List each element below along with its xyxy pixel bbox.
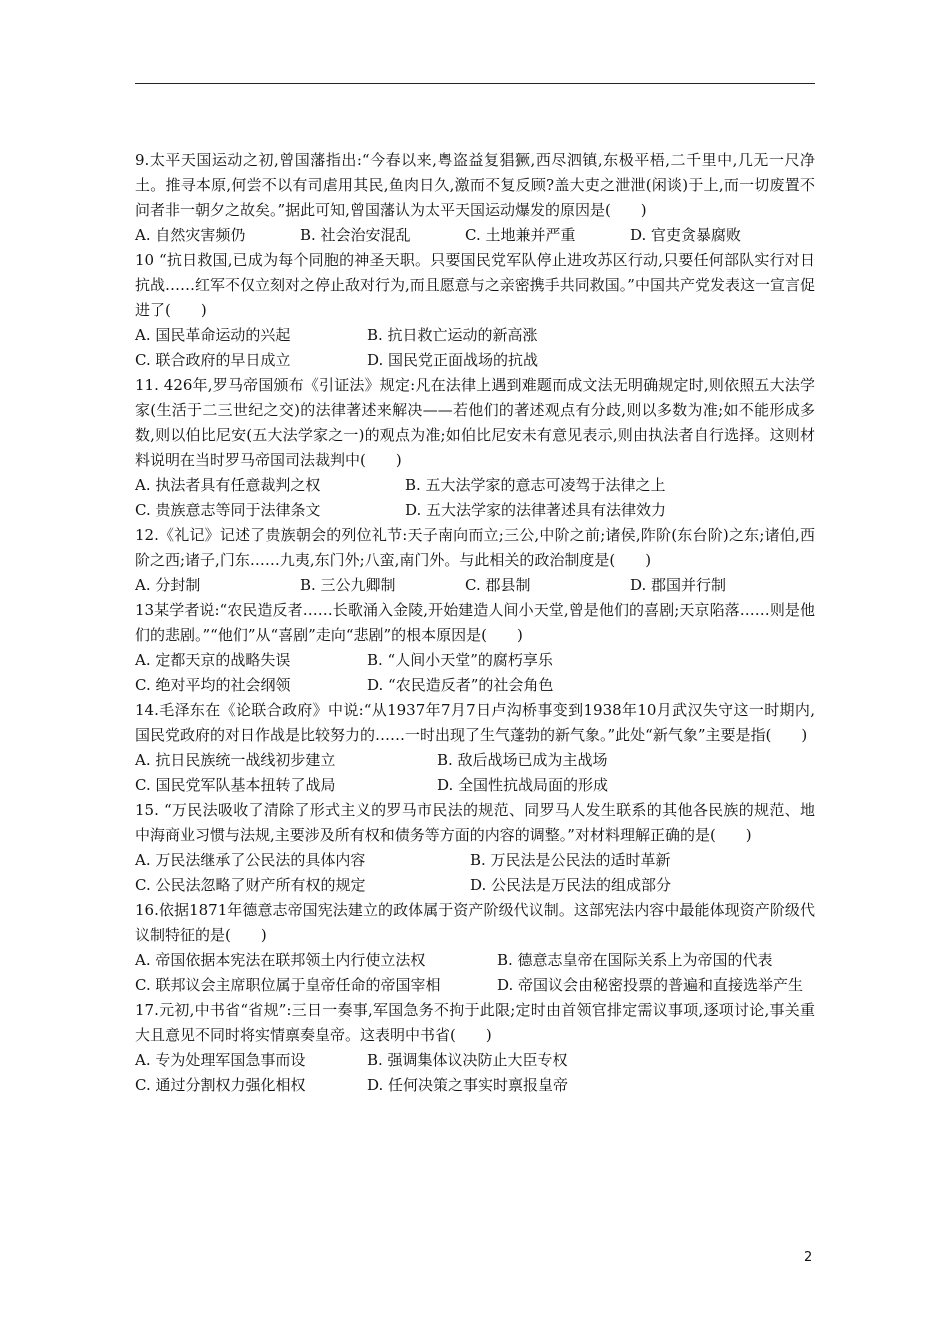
option-row (135, 573, 815, 598)
option-b[interactable]: B. 三公九卿制 (300, 576, 396, 594)
question-10 (135, 248, 815, 373)
option-d[interactable]: D. 任何决策之事实时禀报皇帝 (367, 1076, 569, 1094)
question-9 (135, 148, 815, 248)
option-d[interactable]: D. “农民造反者”的社会角色 (367, 676, 554, 694)
option-row (135, 773, 815, 798)
question-stem: 9.太平天国运动之初,曾国藩指出:“今春以来,粤盗益复猖獗,西尽泗镇,东极平梧,二千里中,几无一尺净土。推寻本原,何尝不以有司虐用其民,鱼肉日久,激而不复反顾?盖大吏之泄泄(闲谈)于上,而一切废置不问者非一朝夕之故矣。”据此可知,曾国藩认为太平天国运动爆发的原因是( ) (135, 151, 815, 219)
option-b[interactable]: B. 强调集体议决防止大臣专权 (367, 1051, 568, 1069)
option-c[interactable]: C. 公民法忽略了财产所有权的规定 (135, 876, 366, 894)
option-b[interactable]: B. 抗日救亡运动的新高涨 (367, 326, 538, 344)
option-c[interactable]: C. 通过分割权力强化相权 (135, 1076, 306, 1094)
option-row (135, 673, 815, 698)
option-d[interactable]: D. 五大法学家的法律著述具有法律效力 (405, 501, 667, 519)
question-stem: 10 “抗日救国,已成为每个同胞的神圣天职。只要国民党军队停止进攻苏区行动,只要任何部队实行对日抗战……红军不仅立刻对之停止敌对行为,而且愿意与之亲密携手共同救国。”中国共产党发表这一宣言促进了( ) (135, 251, 815, 319)
option-d[interactable]: D. 国民党正面战场的抗战 (367, 351, 539, 369)
option-row (135, 1048, 815, 1073)
option-c[interactable]: C. 联合政府的早日成立 (135, 351, 291, 369)
option-row (135, 348, 815, 373)
header-rule (135, 83, 815, 84)
option-b[interactable]: B. 社会治安混乱 (300, 226, 411, 244)
option-row (135, 848, 815, 873)
option-row (135, 1073, 815, 1098)
option-row (135, 873, 815, 898)
option-c[interactable]: C. 贵族意志等同于法律条文 (135, 501, 321, 519)
option-c[interactable]: C. 土地兼并严重 (465, 226, 576, 244)
option-row (135, 648, 815, 673)
question-13 (135, 598, 815, 698)
option-b[interactable]: B. 五大法学家的意志可凌驾于法律之上 (405, 476, 666, 494)
question-11 (135, 373, 815, 523)
option-c[interactable]: C. 郡县制 (465, 576, 531, 594)
option-c[interactable]: C. 联邦议会主席职位属于皇帝任命的帝国宰相 (135, 976, 441, 994)
option-row (135, 223, 815, 248)
option-a[interactable]: A. 自然灾害频仍 (135, 226, 246, 244)
question-16 (135, 898, 815, 998)
option-a[interactable]: A. 国民革命运动的兴起 (135, 326, 291, 344)
option-d[interactable]: D. 公民法是万民法的组成部分 (470, 876, 672, 894)
question-17 (135, 998, 815, 1098)
option-b[interactable]: B. 德意志皇帝在国际关系上为帝国的代表 (497, 951, 773, 969)
option-row (135, 973, 815, 998)
option-a[interactable]: A. 帝国依据本宪法在联邦领土内行使立法权 (135, 951, 426, 969)
option-d[interactable]: D. 全国性抗战局面的形成 (437, 776, 609, 794)
question-stem: 14.毛泽东在《论联合政府》中说:“从1937年7月7日卢沟桥事变到1938年10月武汉失守这一时期内,国民党政府的对日作战是比较努力的……一时出现了生气蓬勃的新气象。”此处“新气象”主要是指( ) (135, 701, 815, 744)
question-14 (135, 698, 815, 798)
page-number: 2 (804, 1250, 813, 1265)
option-c[interactable]: C. 国民党军队基本扭转了战局 (135, 776, 336, 794)
option-row (135, 498, 815, 523)
question-stem: 15. “万民法吸收了清除了形式主义的罗马市民法的规范、同罗马人发生联系的其他各民族的规范、地中海商业习惯与法规,主要涉及所有权和债务等方面的内容的调整。”对材料理解正确的是( ) (135, 801, 815, 844)
option-a[interactable]: A. 万民法继承了公民法的具体内容 (135, 851, 366, 869)
option-a[interactable]: A. 执法者具有任意裁判之权 (135, 476, 321, 494)
option-a[interactable]: A. 抗日民族统一战线初步建立 (135, 751, 336, 769)
option-b[interactable]: B. 敌后战场已成为主战场 (437, 751, 608, 769)
option-d[interactable]: D. 郡国并行制 (630, 576, 727, 594)
option-d[interactable]: D. 帝国议会由秘密投票的普遍和直接选举产生 (497, 976, 804, 994)
question-12 (135, 523, 815, 598)
option-b[interactable]: B. “人间小天堂”的腐朽享乐 (367, 651, 553, 669)
question-stem: 16.依据1871年德意志帝国宪法建立的政体属于资产阶级代议制。这部宪法内容中最能体现资产阶级代议制特征的是( ) (135, 901, 815, 944)
option-a[interactable]: A. 定都天京的战略失误 (135, 651, 291, 669)
question-list (135, 148, 815, 1098)
option-row (135, 323, 815, 348)
question-stem: 17.元初,中书省“省规”:三日一奏事,军国急务不拘于此限;定时由首领官排定需议事项,逐项讨论,事关重大且意见不同时将实情禀奏皇帝。这表明中书省( ) (135, 1001, 815, 1044)
option-row (135, 473, 815, 498)
option-d[interactable]: D. 官吏贪暴腐败 (630, 226, 742, 244)
option-row (135, 748, 815, 773)
question-stem: 13某学者说:“农民造反者……长歌涌入金陵,开始建造人间小天堂,曾是他们的喜剧;天京陷落……则是他们的悲剧。”“他们”从“喜剧”走向“悲剧”的根本原因是( ) (135, 601, 815, 644)
question-15 (135, 798, 815, 898)
option-row (135, 948, 815, 973)
option-a[interactable]: A. 专为处理军国急事而设 (135, 1051, 306, 1069)
option-c[interactable]: C. 绝对平均的社会纲领 (135, 676, 291, 694)
option-a[interactable]: A. 分封制 (135, 576, 201, 594)
option-b[interactable]: B. 万民法是公民法的适时革新 (470, 851, 671, 869)
question-stem: 11. 426年,罗马帝国颁布《引证法》规定:凡在法律上遇到难题而成文法无明确规定时,则依照五大法学家(生活于二三世纪之交)的法律著述来解决——若他们的著述观点有分歧,则以多数为准;如不能形成多数,则以伯比尼安(五大法学家之一)的观点为准;如伯比尼安未有意见表示,则由执法者自行选择。这则材料说明在当时罗马帝国司法裁判中( ) (135, 376, 815, 469)
question-stem: 12.《礼记》记述了贵族朝会的列位礼节:天子南向而立;三公,中阶之前;诸侯,阼阶(东台阶)之东;诸伯,西阶之西;诸子,门东……九夷,东门外;八蛮,南门外。与此相关的政治制度是( ) (135, 526, 815, 569)
